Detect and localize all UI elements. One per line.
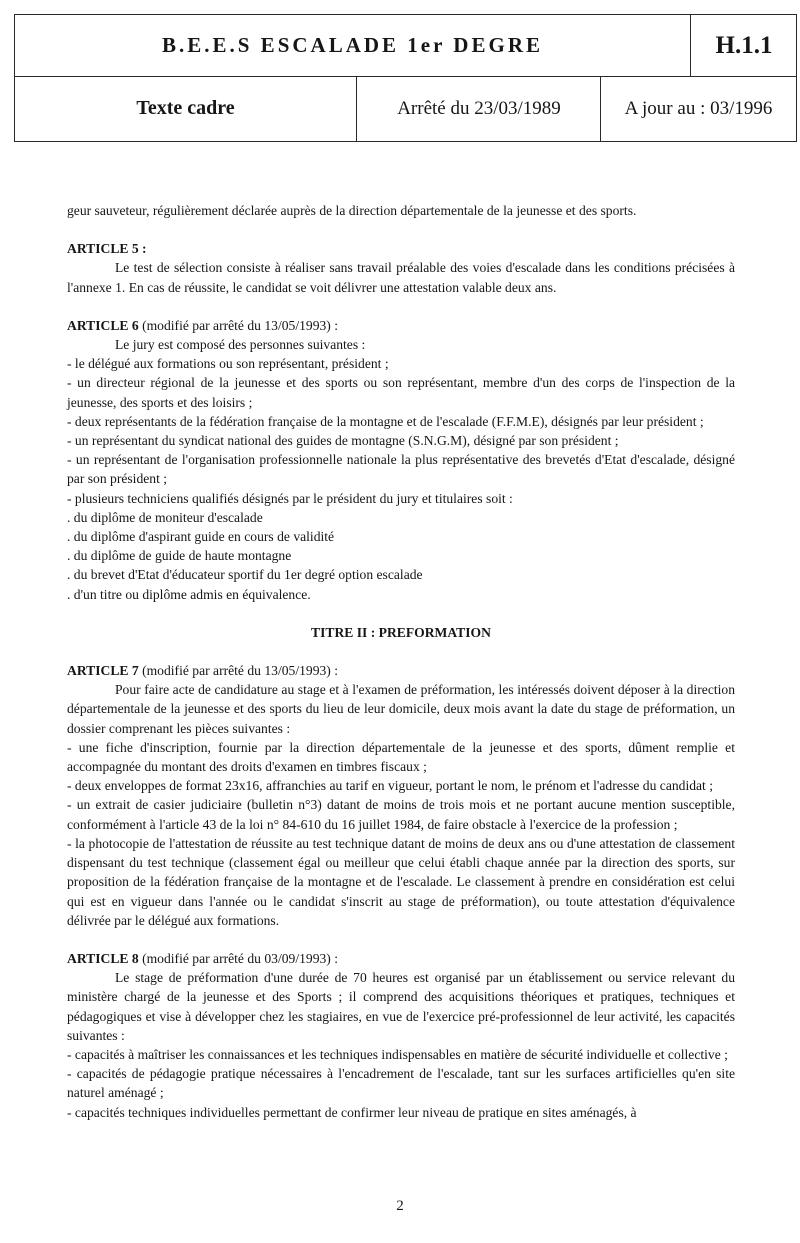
article-6-heading: [67, 316, 735, 335]
article-6-line: Le jury est composé des personnes suivantes :: [115, 337, 366, 353]
article-7-label: ARTICLE 7: [67, 663, 139, 679]
article-6-line: . d'un titre ou diplôme admis en équivalence.: [67, 586, 311, 602]
article-6-line: . du diplôme de guide de haute montagne: [67, 548, 292, 564]
article-7-modification: (modifié par arrêté du 13/05/1993) :: [138, 663, 338, 679]
intro-paragraph: geur sauveteur, régulièrement déclarée auprès de la direction départementale de la jeunesse et des sports.: [67, 203, 637, 218]
article-5-heading: ARTICLE 5 :: [67, 241, 147, 257]
header-row-top: [15, 15, 796, 77]
article-5-text: Le test de sélection consiste à réaliser sans travail préalable des voies d'escalade dans les conditions précisées à l'annexe 1. En cas de réussite, le candidat se voit délivrer une attestation valable deux ans.: [67, 260, 735, 295]
article-7-line: - la photocopie de l'attestation de réussite au test technique datant de moins de deux ans ou d'une attestation de classement dispensant du test technique (classement égal ou meilleur que celui établi chaque année par la direction des sports, sur proposition de la fédération française de la montagne et de l'escalade. Le classement à prendre en considération est celui qui est en vigueur dans l'année ou le candidat s'inscrit au stage de préformation), ou toute attestation d'équivalence délivrée par le délégué aux formations.: [67, 835, 735, 928]
article-6-line: . du diplôme d'aspirant guide en cours de validité: [67, 529, 335, 545]
article-8-label: ARTICLE 8: [67, 950, 139, 966]
update-date: A jour au : 03/1996: [600, 76, 796, 141]
header-row-bottom: [15, 76, 796, 141]
article-6-line: - un représentant de l'organisation professionnelle nationale la plus représentative des brevetés d'Etat d'escalade, désigné par son président ;: [67, 452, 735, 487]
arrete-date: Arrêté du 23/03/1989: [356, 76, 601, 141]
article-6-line: - un représentant du syndicat national des guides de montagne (S.N.G.M), désigné par son président ;: [67, 433, 619, 449]
article-6-line: - plusieurs techniciens qualifiés désignés par le président du jury et titulaires soit :: [67, 490, 513, 506]
article-7-line: Pour faire acte de candidature au stage et à l'examen de préformation, les intéressés doivent déposer à la direction départementale de la jeunesse et des sports du lieu de leur domicile, deux mois avant la date du stage de préformation, un dossier comprenant les pièces suivantes :: [67, 682, 735, 736]
document-code: H.1.1: [715, 31, 773, 59]
page-number: 2: [396, 1198, 404, 1214]
article-6-label: ARTICLE 6: [67, 317, 139, 333]
article-8-line: - capacités à maîtriser les connaissances et les techniques indispensables en matière de sécurité individuelle et collective ;: [67, 1046, 728, 1062]
article-6-line: - un directeur régional de la jeunesse et des sports ou son représentant, membre d'un des corps de l'inspection de la jeunesse, des sports et des loisirs ;: [67, 375, 735, 410]
article-6-line: - deux représentants de la fédération française de la montagne et de l'escalade (F.F.M.E), désignés par leur président ;: [67, 413, 704, 429]
article-6-modification: (modifié par arrêté du 13/05/1993) :: [138, 317, 338, 333]
header-table: [14, 14, 797, 142]
article-7-line: - un extrait de casier judiciaire (bulletin n°3) datant de moins de trois mois et ne portant aucune mention susceptible, conformément à l'article 43 de la loi n° 84-610 du 16 juillet 1984, de faire obstacle à l'exercice de la profession ;: [67, 797, 735, 832]
article-7-heading: [67, 661, 735, 680]
article-8-line: - capacités techniques individuelles permettant de confirmer leur niveau de pratique en sites aménagés, à: [67, 1104, 637, 1120]
header-divider: [690, 15, 691, 76]
article-8-heading: [67, 949, 735, 968]
document-subtitle: Texte cadre: [136, 97, 235, 119]
article-7-line: - une fiche d'inscription, fournie par la direction départementale de la jeunesse et des sports, dûment remplie et accompagnée du montant des droits d'examen en timbres fiscaux ;: [67, 739, 735, 775]
article-8-line: Le stage de préformation d'une durée de 70 heures est organisé par un établissement ou service relevant du ministère chargé de la jeunesse et des Sports ; il comprend des acquisitions théoriques et pratiques, techniques et pédagogiques et vise à développer chez les stagiaires, en vue de l'exercice pré-professionnel de leur activité, les capacités suivantes :: [67, 970, 735, 1043]
article-8-line: - capacités de pédagogie pratique nécessaires à l'encadrement de l'escalade, tant sur les surfaces artificielles qu'en site naturel aménagé ;: [67, 1066, 735, 1101]
article-8-modification: (modifié par arrêté du 03/09/1993) :: [138, 950, 338, 966]
article-6-line: . du brevet d'Etat d'éducateur sportif du 1er degré option escalade: [67, 567, 423, 583]
article-6-line: . du diplôme de moniteur d'escalade: [67, 509, 263, 525]
document-title: B.E.E.S ESCALADE 1er DEGRE: [161, 33, 543, 57]
section-title: TITRE II : PREFORMATION: [311, 624, 491, 640]
document-body: [67, 201, 735, 1122]
article-6-line: - le délégué aux formations ou son représentant, président ;: [67, 356, 389, 372]
article-7-line: - deux enveloppes de format 23x16, affranchies au tarif en vigueur, portant le nom, le prénom et l'adresse du candidat ;: [67, 778, 714, 794]
